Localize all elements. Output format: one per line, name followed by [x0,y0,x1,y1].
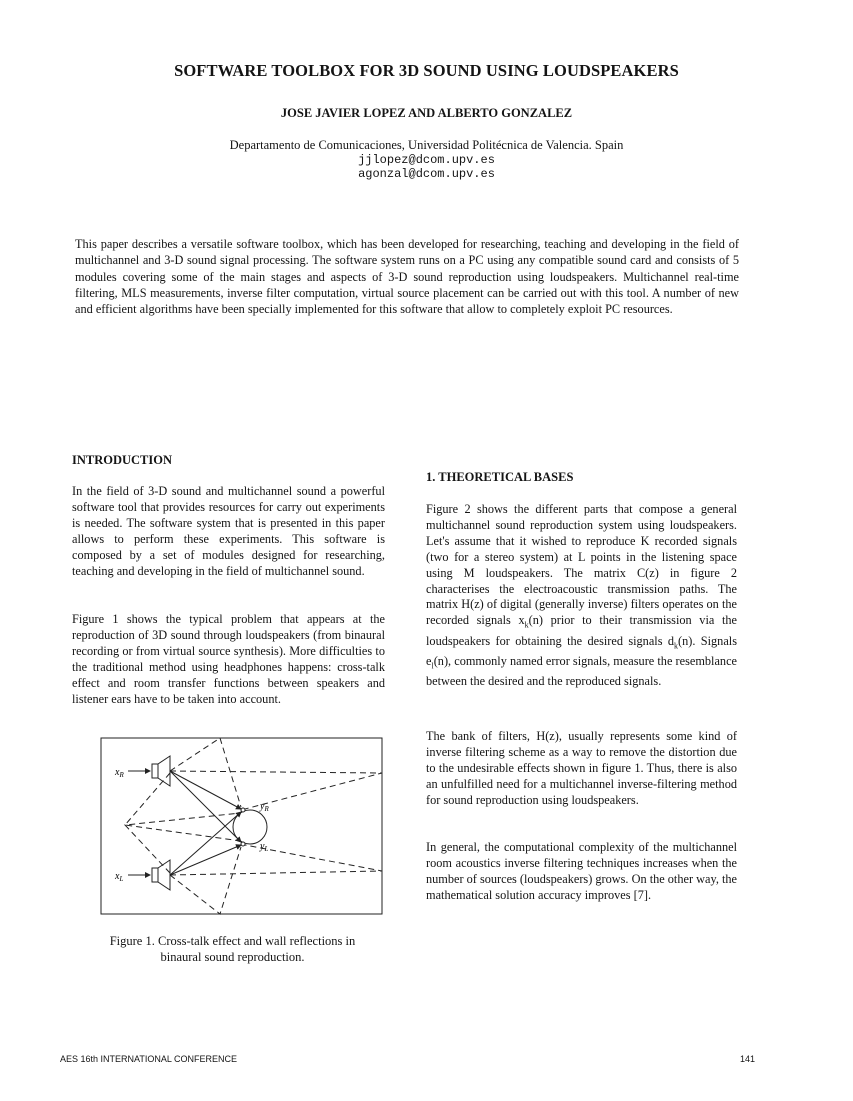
input-right-sub: R [119,771,124,779]
svg-text:xR [114,767,124,779]
svg-text:yL [259,841,268,853]
author-list: JOSE JAVIER LOPEZ AND ALBERTO GONZALEZ [280,106,573,120]
figure-1-caption: Figure 1. Cross-talk effect and wall reflections in binaural sound reproduction. [109,934,356,964]
speaker-bottom-icon [152,860,170,890]
ear-left-sub: L [264,845,269,853]
input-left-sub: L [119,875,124,883]
theoretical-bases-heading: 1. THEORETICAL BASES [426,470,574,484]
svg-text:xL [114,871,123,883]
affiliation: Departamento de Comunicaciones, Universidad Politécnica de Valencia. Spain [229,138,624,152]
introduction-heading: INTRODUCTION [72,453,173,467]
left-ear-icon [241,842,245,846]
introduction-paragraph-2: Figure 1 shows the typical problem that appears at the reproduction of 3D sound through loudspeakers (from binaural recording or from virtual source synthesis). More difficulties to the traditional method using headphones happens: cross-talk effect and room transfer functions between speakers and listener ears have to be taken into account. [72,612,385,706]
input-left-label: x [115,871,120,882]
ear-right-sub: R [264,805,269,813]
ear-left-label: y [260,841,265,852]
affiliation-block [0,138,853,181]
theory-paragraph-1: Figure 2 shows the different parts that compose a general multichannel sound reproduction system using loudspeakers. Let's assume that it wished to reproduce K recorded signals (two for a stereo system) at L points in the listening space using M loudspeakers. The matrix C(z) in figure 2 characterises the electroacoustic transmission paths. The matrix H(z) of digital (generally inverse) filters operates on the recorded signals $x_k(n)$ prior to their transmission via the loudspeakers for obtaining the desired signals $d_k(n)$. Signals $e_l(n)$, commonly named error signals, measure the resemblance between the desired and the reproduced signals. [426,502,737,689]
theory-paragraph-3: In general, the computational complexity of the multichannel room acoustics inverse filtering techniques increases when the number of sources (loudspeakers) grows. On the other way, the mathematical solution accuracy improves [7]. [426,840,737,902]
email-2: agonzal@dcom.upv.es [358,167,495,181]
ear-right-label: y [260,801,265,812]
input-right-label: x [115,767,120,778]
abstract: This paper describes a versatile software toolbox, which has been developed for researching, teaching and developing in the field of multichannel and 3-D sound signal processing. The software system runs on a PC using any compatible sound card and consists of 5 modules covering some of the main stages and aspects of 3-D sound reproduction using loudspeakers. Multichannel real-time filtering, MLS measurements, inverse filter computation, virtual source placement can be carried out with this tool. A number of new and efficient algorithms have been specially implemented for this software that allow to completely exploit PC resources. [75,237,739,317]
figure-1-crosstalk-diagram [100,737,383,915]
paper-title: SOFTWARE TOOLBOX FOR 3D SOUND USING LOUDSPEAKERS [174,61,679,80]
email-1: jjlopez@dcom.upv.es [358,153,495,167]
speaker-top-icon [152,756,170,786]
conference-footer: AES 16th INTERNATIONAL CONFERENCE [60,1054,238,1064]
svg-text:yR [259,801,269,813]
theory-paragraph-2: The bank of filters, H(z), usually represents some kind of inverse filtering scheme as a way to remove the distortion due to the undesirable effects shown in figure 1. Thus, there is also an unfulfilled need for a multichannel inverse-filtering method for sound reproduction using loudspeakers. [426,729,737,807]
introduction-paragraph-1: In the field of 3-D sound and multichannel sound a powerful software tool that provides resources for carry out experiments is needed. The software system that is presented in this paper allows to perform these experiments. This software is composed by a set of modules designed for researching, teaching and developing in the field of multichannel sound. [72,484,385,578]
right-ear-icon [241,808,245,812]
page-number: 141 [740,1054,756,1064]
